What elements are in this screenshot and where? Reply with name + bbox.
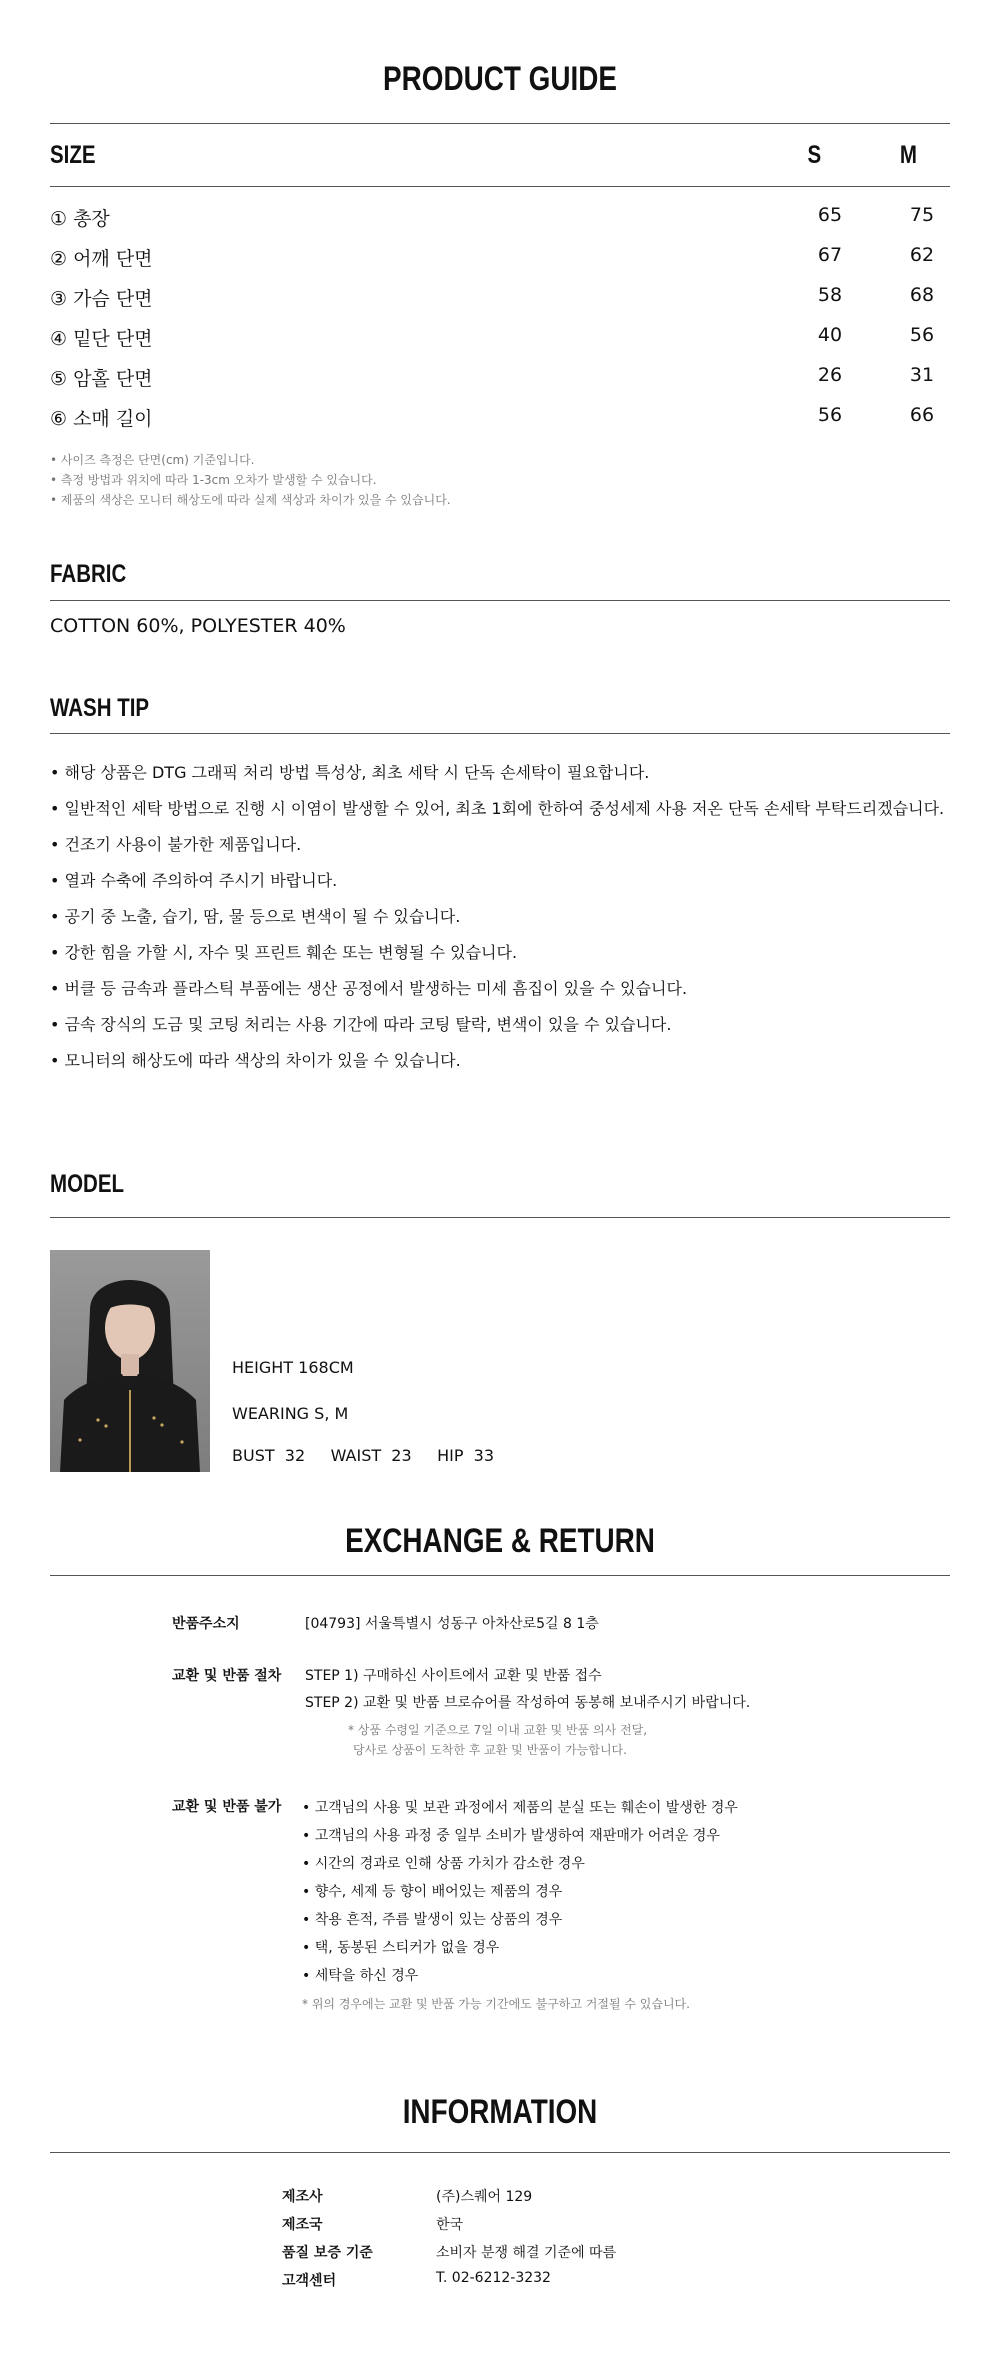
size-value-s: 65 [817, 204, 843, 226]
wash-tip-item: • 강한 힘을 가할 시, 자수 및 프린트 훼손 또는 변형될 수 있습니다. [50, 943, 518, 962]
size-row-label: ② 어깨 단면 [50, 248, 153, 270]
size-value-m: 56 [909, 324, 935, 346]
info-value: 소비자 분쟁 해결 기준에 따름 [436, 2245, 617, 2261]
size-value-m: 62 [909, 244, 935, 266]
size-value-s: 26 [817, 364, 843, 386]
size-header: SIZE [50, 141, 96, 169]
fabric-title: FABRIC [50, 560, 127, 588]
info-value: 한국 [436, 2217, 464, 2233]
size-row-label: ① 총장 [50, 208, 110, 230]
size-column-m: M [899, 141, 917, 169]
wash-tip-item: • 공기 중 노출, 습기, 땀, 물 등으로 변색이 될 수 있습니다. [50, 907, 461, 926]
model-photo-illustration [50, 1250, 210, 1472]
size-row [50, 404, 950, 444]
exchange-step: STEP 1) 구매하신 사이트에서 교환 및 반품 접수 [305, 1668, 602, 1684]
not-allowed-item: • 향수, 세제 등 향이 배어있는 제품의 경우 [302, 1884, 563, 1900]
size-value-s: 67 [817, 244, 843, 266]
model-measurements: BUST 32 WAIST 23 HIP 33 [232, 1446, 495, 1465]
size-value-s: 56 [817, 404, 843, 426]
product-guide-title: PRODUCT GUIDE [383, 60, 617, 98]
size-row-label: ④ 밑단 단면 [50, 328, 153, 350]
size-value-m: 68 [909, 284, 935, 306]
size-column-s: S [807, 141, 822, 169]
size-note: • 측정 방법과 위치에 따라 1-3cm 오차가 발생할 수 있습니다. [50, 473, 377, 487]
divider [50, 1575, 950, 1576]
exchange-final-note: * 위의 경우에는 교환 및 반품 가능 기간에도 불구하고 거절될 수 있습니다. [302, 1997, 690, 2011]
info-value: T. 02-6212-3232 [436, 2270, 551, 2286]
divider [50, 1217, 950, 1218]
wash-tip-item: • 해당 상품은 DTG 그래픽 처리 방법 특성상, 최초 세탁 시 단독 손세탁이 필요합니다. [50, 763, 650, 782]
return-address: [04793] 서울특별시 성동구 아차산로5길 8 1층 [305, 1616, 599, 1632]
wash-tip-item: • 열과 수축에 주의하여 주시기 바랍니다. [50, 871, 338, 890]
not-allowed-item: • 고객님의 사용 과정 중 일부 소비가 발생하여 재판매가 어려운 경우 [302, 1828, 720, 1844]
size-row [50, 244, 950, 284]
not-allowed-item: • 착용 흔적, 주름 발생이 있는 상품의 경우 [302, 1912, 563, 1928]
size-row [50, 364, 950, 404]
size-row [50, 324, 950, 364]
divider [50, 123, 950, 124]
size-row-label: ⑤ 암홀 단면 [50, 368, 153, 390]
wash-tip-item: • 금속 장식의 도금 및 코팅 처리는 사용 기간에 따라 코팅 탈락, 변색이 있을 수 있습니다. [50, 1015, 672, 1034]
return-address-label: 반품주소지 [172, 1616, 240, 1632]
exchange-step: STEP 2) 교환 및 반품 브로슈어를 작성하여 동봉해 보내주시기 바랍니다. [305, 1695, 751, 1711]
size-value-m: 75 [909, 204, 935, 226]
model-wearing: WEARING S, M [232, 1404, 349, 1423]
wash-tip-item: • 버클 등 금속과 플라스틱 부품에는 생산 공정에서 발생하는 미세 흠집이 있을 수 있습니다. [50, 979, 688, 998]
divider [50, 733, 950, 734]
size-row [50, 204, 950, 244]
exchange-process-label: 교환 및 반품 절차 [172, 1668, 282, 1684]
model-height: HEIGHT 168CM [232, 1358, 354, 1377]
exchange-return-title: EXCHANGE & RETURN [345, 1522, 655, 1560]
info-label: 품질 보증 기준 [282, 2245, 373, 2261]
info-label: 제조사 [282, 2189, 323, 2205]
divider [50, 2152, 950, 2153]
size-row [50, 284, 950, 324]
size-value-s: 58 [817, 284, 843, 306]
fabric-composition: COTTON 60%, POLYESTER 40% [50, 615, 346, 637]
not-allowed-label: 교환 및 반품 불가 [172, 1799, 282, 1815]
wash-tip-item: • 모니터의 해상도에 따라 색상의 차이가 있을 수 있습니다. [50, 1051, 461, 1070]
exchange-step-note: 당사로 상품이 도착한 후 교환 및 반품이 가능합니다. [353, 1743, 627, 1757]
not-allowed-item: • 택, 동봉된 스티커가 없을 경우 [302, 1940, 500, 1956]
information-title: INFORMATION [402, 2093, 598, 2131]
wash-tip-item: • 일반적인 세탁 방법으로 진행 시 이염이 발생할 수 있어, 최초 1회에 한하여 중성세제 사용 저온 단독 손세탁 부탁드리겠습니다. [50, 799, 945, 818]
wash-tip-title: WASH TIP [50, 694, 150, 722]
size-note: • 제품의 색상은 모니터 해상도에 따라 실제 색상과 차이가 있을 수 있습니다. [50, 493, 451, 507]
info-value: (주)스퀘어 129 [436, 2189, 533, 2205]
not-allowed-item: • 고객님의 사용 및 보관 과정에서 제품의 분실 또는 훼손이 발생한 경우 [302, 1800, 738, 1816]
exchange-step-note: * 상품 수령일 기준으로 7일 이내 교환 및 반품 의사 전달, [348, 1723, 648, 1737]
not-allowed-item: • 세탁을 하신 경우 [302, 1968, 419, 1984]
model-title: MODEL [50, 1170, 125, 1198]
size-row-label: ③ 가슴 단면 [50, 288, 153, 310]
not-allowed-item: • 시간의 경과로 인해 상품 가치가 감소한 경우 [302, 1856, 585, 1872]
size-value-m: 31 [909, 364, 935, 386]
size-row-label: ⑥ 소매 길이 [50, 408, 153, 430]
size-note: • 사이즈 측정은 단면(cm) 기준입니다. [50, 453, 255, 467]
divider [50, 600, 950, 601]
info-label: 제조국 [282, 2217, 323, 2233]
model-photo [50, 1250, 210, 1472]
divider [50, 186, 950, 187]
wash-tip-item: • 건조기 사용이 불가한 제품입니다. [50, 835, 302, 854]
info-label: 고객센터 [282, 2273, 337, 2289]
size-value-s: 40 [817, 324, 843, 346]
size-value-m: 66 [909, 404, 935, 426]
